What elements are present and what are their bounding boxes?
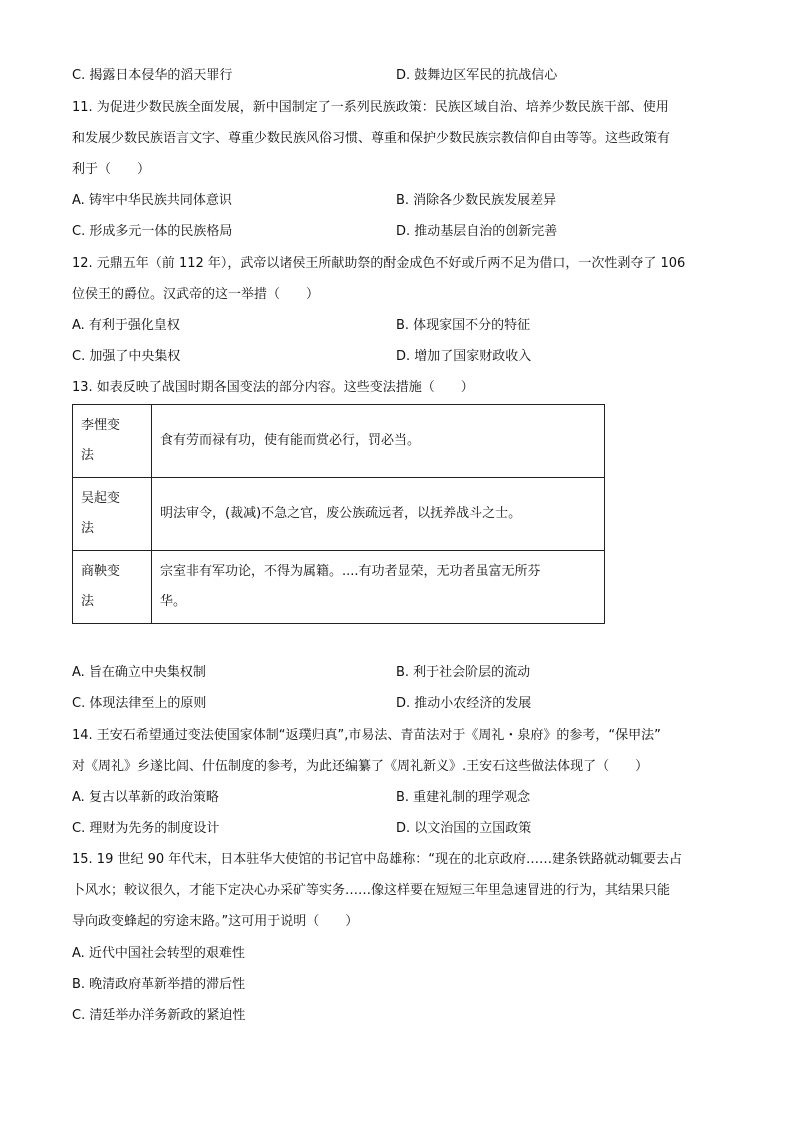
- q13-stem: 13. 如表反映了战国时期各国变法的部分内容。这些变法措施（ ）: [72, 380, 474, 395]
- reform-name-line-2: 法: [81, 521, 95, 536]
- q11-option-d: D. 推动基层自治的创新完善: [396, 224, 558, 239]
- q15-option-c: C. 清廷举办洋务新政的紧迫性: [72, 1008, 246, 1023]
- q14-option-d: D. 以文治国的立国政策: [396, 821, 532, 836]
- q13-option-a: A. 旨在确立中央集权制: [72, 665, 206, 680]
- q12-option-b: B. 体现家国不分的特征: [396, 318, 531, 333]
- q13-option-b: B. 利于社会阶层的流动: [396, 665, 531, 680]
- q15-stem-line-2: 卜风水；較议很久，才能下定决心办采矿等实务……像这样要在短短三年里急速冒进的行为，其结果只能: [72, 883, 671, 898]
- reform-name-line-1: 吴起变: [81, 491, 121, 506]
- q14-stem-line-2: 对《周礼》乡遂比闾、什伍制度的参考，为此还编纂了《周礼新义》.王安石这些做法体现了（ ）: [72, 759, 649, 774]
- q15-stem-line-3: 导向政变蜂起的穷途末路。”这可用于说明（ ）: [72, 914, 359, 929]
- table-row: [73, 551, 605, 624]
- q15-option-b: B. 晚清政府革新举措的滞后性: [72, 977, 246, 992]
- table-row: [73, 405, 605, 478]
- reform-name-line-2: 法: [81, 594, 95, 609]
- reform-name-line-1: 商鞅变: [81, 564, 121, 579]
- q10-option-c: C. 揭露日本侵华的滔天罪行: [72, 68, 233, 83]
- reform-content-line-1: 宗室非有军功论，不得为属籍。....有功者显荣，无功者虽富无所芬: [160, 564, 541, 579]
- reform-table: [72, 404, 605, 624]
- q10-option-d: D. 鼓舞边区军民的抗战信心: [396, 68, 558, 83]
- q13-option-d: D. 推动小农经济的发展: [396, 696, 532, 711]
- q14-option-b: B. 重建礼制的理学观念: [396, 790, 531, 805]
- reform-content-cell: [152, 551, 605, 624]
- q12-option-a: A. 有利于强化皇权: [72, 318, 180, 333]
- reform-name-cell: [73, 405, 152, 478]
- q12-option-d: D. 增加了国家财政收入: [396, 349, 532, 364]
- q11-option-b: B. 消除各少数民族发展差异: [396, 193, 557, 208]
- reform-name-cell: [73, 478, 152, 551]
- q15-option-a: A. 近代中国社会转型的艰难性: [72, 946, 245, 961]
- reform-content-line-1: 食有劳而禄有功，使有能而赏必行，罚必当。: [160, 433, 421, 448]
- q14-option-a: A. 复古以革新的政治策略: [72, 790, 219, 805]
- q11-stem-line-1: 11. 为促进少数民族全面发展，新中国制定了一系列民族政策：民族区域自治、培养少数民族干部、使用: [72, 100, 669, 115]
- reform-name-cell: [73, 551, 152, 624]
- q14-stem-line-1: 14. 王安石希望通过变法使国家体制“返璞归真”,市易法、青苗法对于《周礼・泉府》的参考，“保甲法”: [72, 728, 661, 743]
- q12-stem-line-1: 12. 元鼎五年（前 112 年），武帝以诸侯王所献助祭的酎金成色不好或斤两不足为借口，一次性剥夺了 106: [72, 256, 686, 271]
- q11-option-c: C. 形成多元一体的民族格局: [72, 224, 233, 239]
- q13-option-c: C. 体现法律至上的原则: [72, 696, 207, 711]
- q15-stem-line-1: 15. 19 世纪 90 年代末，日本驻华大使馆的书记官中岛雄称：“现在的北京政府……建条铁路就动辄要去占: [72, 852, 683, 867]
- reform-content-line-1: 明法审令，(裁减)不急之官，废公族疏远者，以抚养战斗之士。: [160, 506, 522, 521]
- reform-content-line-2: 华。: [160, 594, 187, 609]
- q14-option-c: C. 理财为先务的制度设计: [72, 821, 220, 836]
- reform-content-cell: [152, 478, 605, 551]
- reform-name-line-1: 李悝变: [81, 418, 121, 433]
- reform-name-line-2: 法: [81, 448, 95, 463]
- q12-option-c: C. 加强了中央集权: [72, 349, 181, 364]
- q11-stem-line-3: 利于（ ）: [72, 162, 151, 177]
- reform-content-cell: [152, 405, 605, 478]
- q11-stem-line-2: 和发展少数民族语言文字、尊重少数民族风俗习惯、尊重和保护少数民族宗教信仰自由等等。这些政策有: [72, 131, 671, 146]
- q11-option-a: A. 铸牢中华民族共同体意识: [72, 193, 232, 208]
- q12-stem-line-2: 位侯王的爵位。汉武帝的这一举措（ ）: [72, 287, 320, 302]
- table-row: [73, 478, 605, 551]
